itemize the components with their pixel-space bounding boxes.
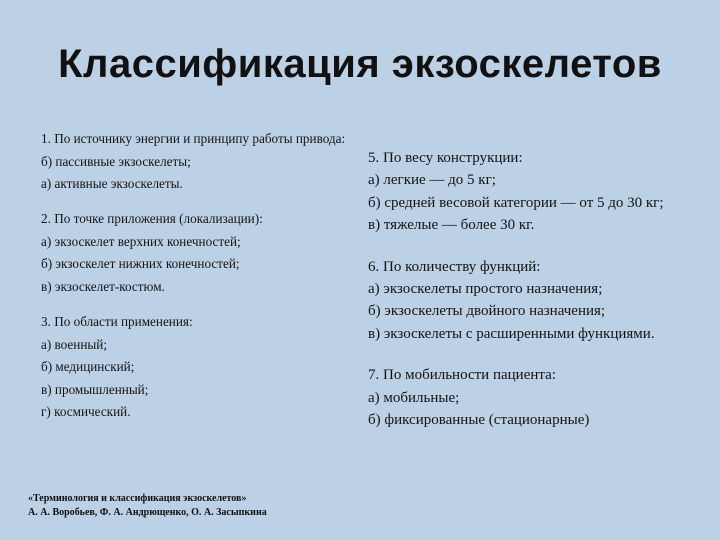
list-item: в) промышленный; bbox=[41, 381, 149, 397]
list-item: в) экзоскелет-костюм. bbox=[41, 278, 165, 294]
classification-group-functions bbox=[368, 256, 718, 346]
list-item: б) медицинский; bbox=[41, 359, 135, 375]
classification-group-energy bbox=[41, 130, 351, 193]
list-item: а) легкие — до 5 кг; bbox=[368, 172, 496, 189]
list-item: б) экзоскелет нижних конечностей; bbox=[41, 256, 240, 272]
left-column bbox=[41, 130, 351, 438]
source-citation bbox=[28, 492, 448, 520]
list-item: г) космический. bbox=[41, 404, 131, 420]
group-heading: 5. По весу конструкции: bbox=[368, 150, 523, 166]
classification-group-localization bbox=[41, 210, 351, 296]
list-item: б) пассивные экзоскелеты; bbox=[41, 153, 191, 169]
list-item: а) экзоскелеты простого назначения; bbox=[368, 281, 603, 298]
list-item: а) мобильные; bbox=[368, 389, 460, 406]
list-item: а) активные экзоскелеты. bbox=[41, 176, 183, 192]
citation-title: «Терминология и классификация экзоскелетов» bbox=[28, 493, 247, 504]
classification-group-mobility bbox=[368, 364, 718, 431]
group-heading: 3. По области применения: bbox=[41, 313, 193, 329]
slide-title: Классификация экзоскелетов bbox=[58, 42, 662, 86]
group-heading: 7. По мобильности пациента: bbox=[368, 367, 556, 384]
list-item: в) тяжелые — более 30 кг. bbox=[368, 217, 535, 234]
group-heading: 2. По точке приложения (локализации): bbox=[41, 211, 263, 227]
citation-authors: А. А. Воробьев, Ф. А. Андрющенко, О. А. Засыпкина bbox=[28, 507, 267, 518]
classification-group-application bbox=[41, 313, 351, 421]
list-item: б) средней весовой категории — от 5 до 30 кг; bbox=[368, 194, 664, 211]
group-heading: 1. По источнику энергии и принципу работы привода: bbox=[41, 131, 346, 146]
list-item: б) фиксированные (стационарные) bbox=[368, 412, 590, 429]
list-item: а) экзоскелет верхних конечностей; bbox=[41, 233, 241, 249]
list-item: б) экзоскелеты двойного назначения; bbox=[368, 303, 606, 320]
classification-group-weight bbox=[368, 147, 718, 237]
group-heading: 6. По количеству функций: bbox=[368, 258, 541, 275]
list-item: а) военный; bbox=[41, 336, 107, 352]
list-item: в) экзоскелеты с расширенными функциями. bbox=[368, 325, 655, 342]
right-column bbox=[368, 147, 718, 450]
